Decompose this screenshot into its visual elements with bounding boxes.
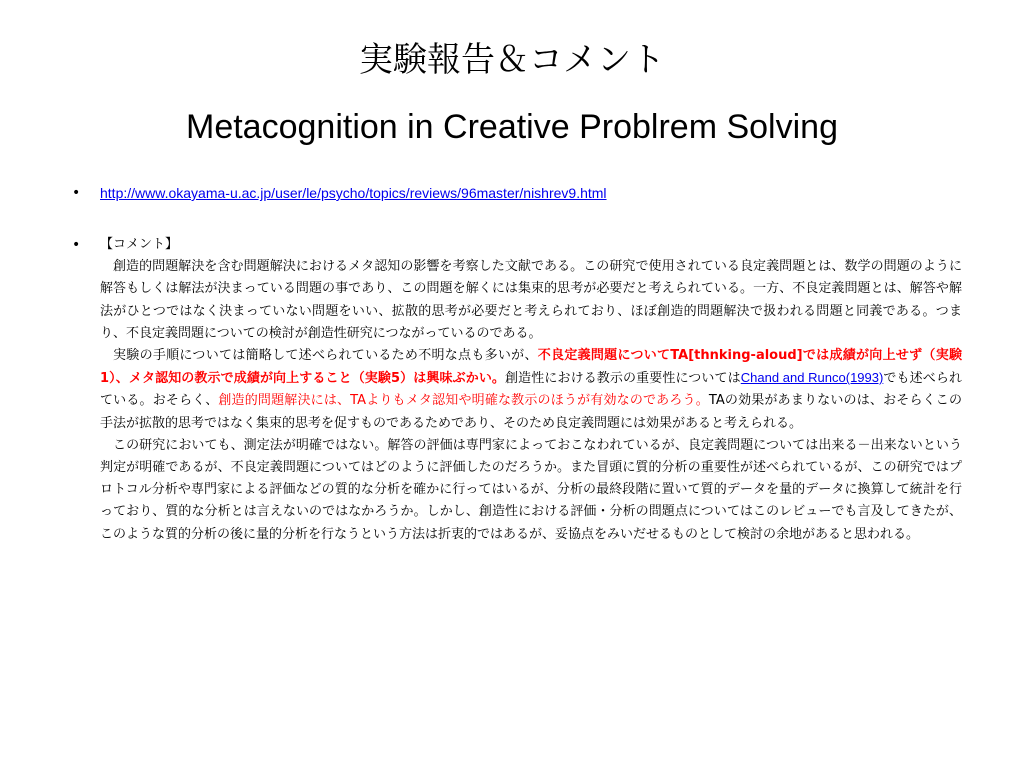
comment-paragraph-2: [100, 345, 962, 435]
source-url-link[interactable]: http://www.okayama-u.ac.jp/user/le/psycho/topics/reviews/96master/nishrev9.html: [100, 185, 607, 201]
chand-runco-link[interactable]: Chand and Runco(1993): [740, 370, 884, 386]
comment-block: [100, 234, 962, 546]
bullet-marker-link: •: [72, 185, 81, 201]
slide-title-english: Metacognition in Creative Problrem Solving: [186, 108, 838, 146]
bullet-marker-comment: •: [72, 237, 81, 253]
p2-text-b: 創造性における教示の重要性については: [505, 371, 741, 387]
p2-text-a: 実験の手順については簡略して述べられているため不明な点も多いが、: [113, 348, 538, 364]
p2-highlight-bold: 不良定義問題についてTA[thnking-aloud]では成績が向上せず（実験1）、メタ認知の教示で成績が向上すること（実験5）は興味ぶかい。: [100, 348, 962, 387]
p2-text-c: でも述べられている。おそらく、: [100, 371, 962, 409]
comment-heading: 【コメント】: [100, 237, 179, 252]
comment-paragraph-3: この研究においても、測定法が明確ではない。解答の評価は専門家によっておこなわれているが、良定義問題については出来る－出来ないという判定が明確であるが、不良定義問題についてはどのように評価したのだろうか。また冒頭に質的分析の重要性が述べられているが、この研究ではプロトコル分析や専門家による評価などの質的な分析を確かに行ってはいるが、分析の最終段階に置いて質的データを量的データに換算して統計を行っており、質的な分析とは言えないのではなかろうか。しかし、創造性における評価・分析の問題点についてはこのレビューでも言及してきたが、このような質的分析の後に量的分析を行なうという方法は折衷的ではあるが、妥協点をみいだせるものとして検討の余地があると思われる。: [100, 437, 962, 542]
link-line: [100, 182, 607, 204]
comment-paragraph-1: 創造的問題解決を含む問題解決におけるメタ認知の影響を考察した文献である。この研究で使用されている良定義問題とは、数学の問題のように解答もしくは解法が決まっている問題の事であり、この問題を解くには集束的思考が必要だと考えられている。一方、不良定義問題とは、解答や解法がひとつではなく決まっていない問題をいい、拡散的思考が必要だと考えられており、ほぼ創造的問題解決で扱われる問題と同義である。つまり、不良定義問題についての検討が創造性研究につながっているのである。: [100, 259, 962, 341]
slide-title-japanese: 実験報告＆コメント: [359, 40, 665, 80]
p2-text-d: TAの効果があまりないのは、おそらくこの手法が拡散的思考ではなく集束的思考を促すものであるためであり、そのため良定義問題には効果があると考えられる。: [100, 393, 962, 431]
p2-highlight: 創造的問題解決には、TAよりもメタ認知や明確な教示のほうが有効なのであろう。: [218, 393, 709, 409]
